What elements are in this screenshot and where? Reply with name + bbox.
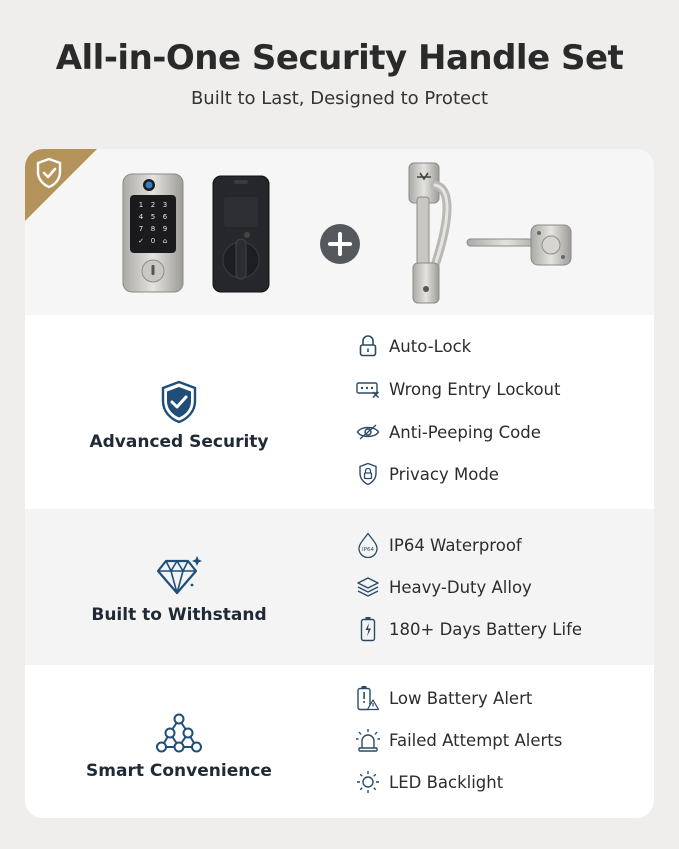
diamond-icon [154,553,204,597]
svg-text:0: 0 [150,237,156,245]
product-hero [25,149,654,315]
feature-item [355,531,522,559]
padlock-icon [359,335,377,357]
water-drop-icon [357,532,379,558]
feature-item [355,726,562,754]
page-subtitle: Built to Last, Designed to Protect [190,88,489,109]
section-smart-convenience [25,665,654,818]
feature-item [355,573,532,601]
svg-text:9: 9 [162,225,168,233]
feature-label: Heavy-Duty Alloy [389,577,532,597]
shield-check-icon [159,380,199,424]
svg-text:8: 8 [150,225,156,233]
svg-text:3: 3 [162,201,168,209]
svg-text:7: 7 [138,225,144,233]
plus-icon [319,223,361,265]
svg-text:5: 5 [150,213,156,221]
section-title: Smart Convenience [86,760,272,781]
section-built-to-withstand [25,509,654,665]
feature-item [355,332,471,360]
feature-card [25,149,654,818]
feature-label: 180+ Days Battery Life [389,619,583,639]
feature-label: LED Backlight [389,772,504,792]
layers-icon [356,576,380,598]
feature-item [355,460,499,488]
alarm-light-icon [355,728,381,752]
sun-icon [356,770,380,794]
feature-label: IP64 Waterproof [389,535,522,555]
section-title: Built to Withstand [91,605,267,625]
page-title: All-in-One Security Handle Set [55,38,624,78]
wrong-code-icon [356,380,380,398]
eye-off-icon [356,423,380,441]
deadbolt-interior [212,175,270,293]
feature-label: Privacy Mode [389,464,499,484]
svg-text:IP64: IP64 [362,547,374,553]
feature-item [355,375,560,403]
feature-label: Wrong Entry Lockout [389,379,561,399]
feature-label: Low Battery Alert [389,688,533,708]
lever-handle [465,221,575,271]
feature-label: Auto-Lock [389,336,472,356]
feature-item [355,768,503,796]
shield-lock-icon [358,462,378,486]
feature-label: Failed Attempt Alerts [389,730,563,750]
network-nodes-icon [156,713,202,753]
svg-text:1: 1 [138,201,144,209]
feature-label: Anti-Peeping Code [389,422,541,442]
battery-alert-icon [357,685,379,711]
handle-set [403,161,473,307]
svg-text:✓: ✓ [138,237,144,245]
svg-text:6: 6 [162,213,168,221]
section-title: Advanced Security [89,432,269,452]
feature-item [355,615,582,643]
svg-text:⌂: ⌂ [162,237,168,245]
feature-item [355,684,532,712]
keypad-deadbolt-front [122,173,184,293]
svg-text:2: 2 [150,201,156,209]
battery-charge-icon [360,616,376,642]
section-advanced-security [25,315,654,509]
feature-item [355,418,541,446]
svg-text:4: 4 [138,213,144,221]
shield-check-icon [35,157,63,189]
